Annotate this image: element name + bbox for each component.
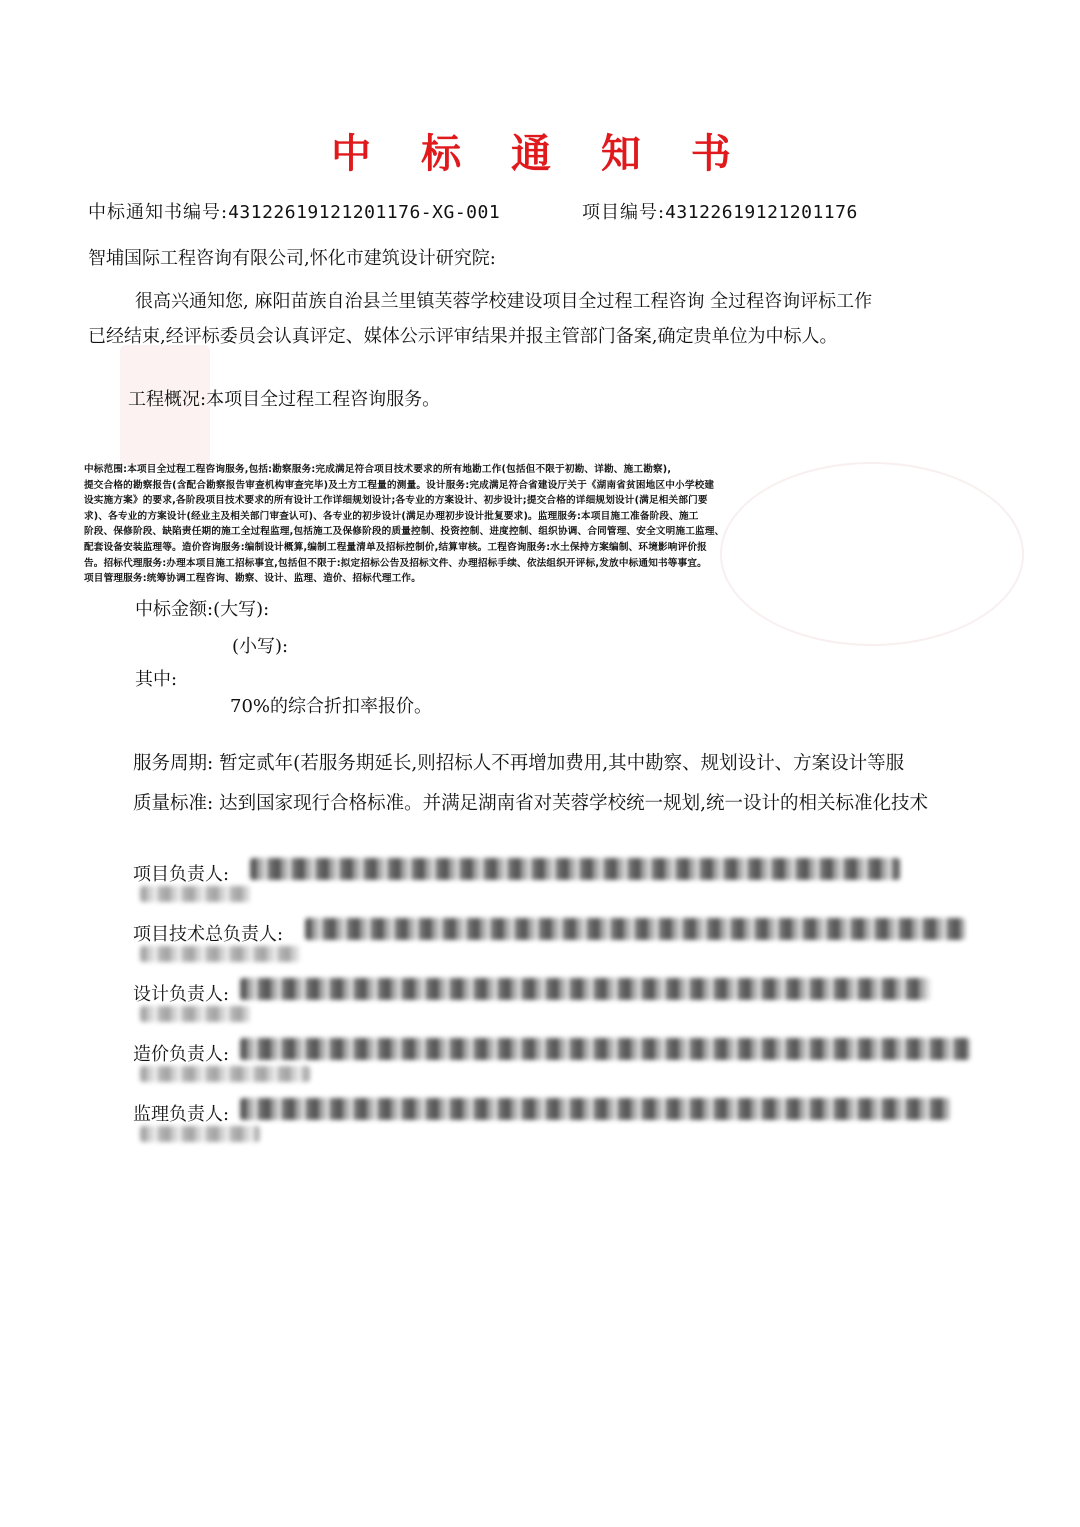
quality-standard: 质量标准: 达到国家现行合格标准。并满足湖南省对芙蓉学校统一规划,统一设计的相关标准化技术: [133, 793, 928, 814]
redacted-text: [140, 1006, 250, 1022]
redacted-text: [140, 886, 250, 902]
scope-line: 阶段、保修阶段、缺陷责任期的施工全过程监理,包括施工及保修阶段的质量控制、投资控制、进度控制、组织协调、合同管理、安全文明施工监理、: [84, 526, 725, 538]
supervision-lead-label: 监理负责人:: [133, 1104, 230, 1125]
redacted-text: [240, 1098, 950, 1120]
project-manager-label: 项目负责人:: [133, 864, 230, 885]
redacted-text: [140, 1066, 310, 1082]
scope-of-work: [84, 462, 894, 587]
redacted-text: [240, 978, 930, 1000]
project-overview: 工程概况:本项目全过程工程咨询服务。: [128, 389, 441, 410]
technical-lead-label: 项目技术总负责人:: [133, 924, 284, 945]
scope-line: 告。招标代理服务:办理本项目施工招标事宜,包括但不限于:拟定招标公告及招标文件、办理招标手续、依法组织开评标,发放中标通知书等事宜。: [84, 557, 707, 569]
among-label: 其中:: [135, 669, 178, 690]
notice-number-label: 中标通知书编号:: [88, 202, 229, 223]
redacted-text: [250, 858, 900, 880]
redacted-text: [140, 946, 300, 962]
redacted-text: [140, 1126, 260, 1142]
project-number-row: [582, 198, 858, 224]
design-lead-label: 设计负责人:: [133, 984, 230, 1005]
scope-line: 提交合格的勘察报告(含配合勘察报告审查机构审查完毕)及土方工程量的测量。设计服务:完成满足符合省建设厅关于《湖南省贫困地区中小学校建: [84, 479, 715, 491]
amount-small-label: (小写):: [232, 636, 289, 657]
notice-number: 43122619121201176-XG-001: [228, 202, 501, 223]
cost-lead-label: 造价负责人:: [133, 1044, 230, 1065]
scope-line: 项目管理服务:统筹协调工程咨询、勘察、设计、监理、造价、招标代理工作。: [84, 573, 422, 585]
discount-text: 70%的综合折扣率报价。: [230, 696, 433, 717]
scope-line: 设实施方案》的要求,各阶段项目技术要求的所有设计工作详细规划设计;各专业的方案设计、初步设计;提交合格的详细规划设计(满足相关部门要: [84, 495, 708, 507]
redacted-text: [305, 918, 965, 940]
recipients: 智埔国际工程咨询有限公司,怀化市建筑设计研究院:: [88, 248, 496, 269]
redacted-text: [240, 1038, 970, 1060]
project-number-label: 项目编号:: [582, 202, 666, 223]
notice-number-row: [88, 198, 500, 224]
paragraph-1-line-2: 已经结束,经评标委员会认真评定、媒体公示评审结果并报主管部门备案,确定贵单位为中标人。: [88, 326, 838, 347]
scope-line: 求)、各专业的方案设计(经业主及相关部门审查认可)、各专业的初步设计(满足办理初步设计批复要求)。监理服务:本项目施工准备阶段、施工: [84, 510, 699, 522]
project-number: 43122619121201176: [665, 202, 858, 223]
scope-line: 配套设备安装监理等。造价咨询服务:编制设计概算,编制工程量清单及招标控制价,结算审核。工程咨询服务:水土保持方案编制、环境影响评价报: [84, 541, 707, 553]
amount-label: 中标金额:(大写):: [135, 599, 270, 620]
service-period: 服务周期: 暂定贰年(若服务期延长,则招标人不再增加费用,其中勘察、规划设计、方案设计等服: [133, 753, 905, 774]
page-title: 中 标 通 知 书: [331, 131, 749, 177]
paragraph-1-line-1: 很高兴通知您, 麻阳苗族自治县兰里镇芙蓉学校建设项目全过程工程咨询 全过程咨询评标工作: [135, 291, 873, 312]
scope-line: 中标范围:本项目全过程工程咨询服务,包括:勘察服务:完成满足符合项目技术要求的所有地勘工作(包括但不限于初勘、详勘、施工勘察),: [84, 464, 672, 475]
